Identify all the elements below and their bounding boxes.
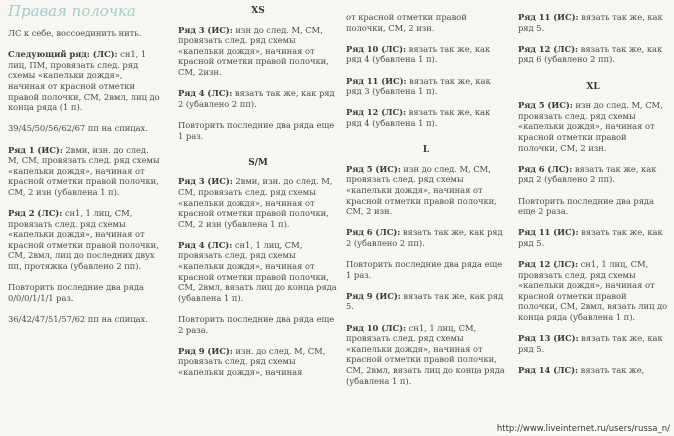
instruction-paragraph: Повторить последние два ряда еще 1 раз. xyxy=(346,259,503,280)
instruction-paragraph: Ряд 4 (ЛС): сн1, 1 лиц, СМ, провязать след. ряд схемы «капельки дождя», начиная от красной отметки правой полочки, СМ, 2вмл, вязать лиц до конца ряда (убавлена 1 п). xyxy=(178,239,337,303)
watermark-url[interactable]: http://www.liveinternet.ru/users/russa_n/ xyxy=(496,424,670,434)
size-heading-sm: S/M xyxy=(248,157,268,168)
column-1 xyxy=(8,0,160,335)
instruction-paragraph: Ряд 6 (ЛС): вязать так же, как ряд 2 (убавлено 2 пп). xyxy=(518,163,657,185)
xs-paragraphs xyxy=(178,25,338,142)
instruction-paragraph: от красной отметки правой полочки, СМ, 2 изн. xyxy=(346,12,467,33)
instruction-paragraph: Ряд 1 (ИС): 2вми, изн. до след. М, СМ, провязать след. ряд схемы «капельки дождя», начиная от красной отметки правой полочки, СМ, 2 изн (убавлена 1 п). xyxy=(8,144,160,197)
instruction-paragraph: Ряд 11 (ИС): вязать так же, как ряд 3 (убавлена 1 п). xyxy=(346,75,491,97)
instruction-paragraph: Ряд 3 (ИС): 2вми, изн. до след. М, СМ, провязать след. ряд схемы «капельки дождя», начиная от красной отметки правой полочки, СМ, 2 изн (убавлена 1 п). xyxy=(178,176,333,229)
instruction-paragraph: Ряд 2 (ЛС): сн1, 1 лиц, СМ, провязать след. ряд схемы «капельки дождя», начиная от красной отметки правой полочки, СМ, 2вмл, лиц до последних двух пп, протяжка (убавлено 2 пп). xyxy=(8,208,159,272)
size-heading-xs: XS xyxy=(251,6,265,16)
col3-top-paragraphs xyxy=(346,12,506,129)
column-4 xyxy=(518,0,668,386)
instruction-paragraph: Следующий ряд: (ЛС): сн1, 1 лиц, ПМ, провязать след. ряд схемы «капельки дождя», начиная от красной отметки правой полочки, СМ, 2вмл, лиц до конца ряда (1 п). xyxy=(8,49,160,113)
instruction-paragraph: Ряд 5 (ИС): изн до след. М, СМ, провязать след. ряд схемы «капельки дождя», начиная от красной отметки правой полочки, СМ, 2 изн. xyxy=(346,163,497,217)
xl-paragraphs xyxy=(518,100,668,375)
instruction-paragraph: Ряд 11 (ИС): вязать так же, как ряд 5. xyxy=(518,12,663,33)
size-heading-xl: XL xyxy=(586,81,600,92)
instruction-paragraph: Ряд 14 (ЛС): вязать так же, xyxy=(518,365,645,375)
instruction-paragraph: Повторить последние два ряда еще 2 раза. xyxy=(518,195,654,217)
column-2 xyxy=(178,0,338,388)
instruction-paragraph: Ряд 11 (ИС): вязать так же, как ряд 5. xyxy=(518,227,663,248)
page-title: Правая полочка xyxy=(8,2,136,20)
instruction-paragraph: Ряд 10 (ЛС): вязать так же, как ряд 4 (убавлена 1 п). xyxy=(346,43,491,65)
instruction-paragraph: Ряд 9 (ИС): изн. до след. М, СМ, провязать след. ряд схемы «капельки дождя», начиная xyxy=(178,345,326,377)
instruction-paragraph: 36/42/47/51/57/62 пп на спицах. xyxy=(8,314,148,325)
instruction-paragraph: Повторить последние два ряда еще 2 раза. xyxy=(178,314,335,335)
column-3 xyxy=(346,0,506,397)
col4-top-paragraphs xyxy=(518,12,668,65)
instruction-paragraph: ЛС к себе, воссоединить нить. xyxy=(8,28,142,38)
instruction-paragraph: Повторить последние два ряда еще 1 раз. xyxy=(178,119,335,141)
instruction-paragraph: 39/45/50/56/62/67 пп на спицах. xyxy=(8,123,148,134)
instruction-paragraph: Ряд 12 (ЛС): сн1, 1 лиц, СМ, провязать след. ряд схемы «капельки дождя», начиная от красной отметки правой полочки, СМ, 2вмл, вязать лиц до конца ряда (убавлена 1 п). xyxy=(518,259,668,323)
instruction-paragraph: Ряд 12 (ЛС): вязать так же, как ряд 4 (убавлена 1 п). xyxy=(346,107,491,128)
instruction-paragraph: Ряд 6 (ЛС): вязать так же, как ряд 2 (убавлено 2 пп). xyxy=(346,227,503,248)
instruction-paragraph: Ряд 10 (ЛС): сн1, 1 лиц, СМ, провязать след. ряд схемы «капельки дождя», начиная от красной отметки правой полочки, СМ, 2вмл, вязать лиц до конца ряда (убавлена 1 п). xyxy=(346,322,505,386)
sm-paragraphs xyxy=(178,176,338,377)
instruction-paragraph: Ряд 5 (ИС): изн до след. М, СМ, провязать след. ряд схемы «капельки дождя», начиная от красной отметки правой полочки, СМ, 2 изн. xyxy=(518,100,663,153)
instruction-paragraph: Повторить последние два ряда 0/0/0/1/1/1 раз. xyxy=(8,282,144,303)
instruction-paragraph: Ряд 3 (ИС): изн до след. М, СМ, провязать след. ряд схемы «капельки дождя», начиная от красной отметки правой полочки, СМ, 2изн. xyxy=(178,24,329,77)
instruction-paragraph: Ряд 4 (ЛС): вязать так же, как ряд 2 (убавлено 2 пп). xyxy=(178,88,335,109)
size-heading-l: L xyxy=(422,145,430,156)
instruction-paragraph: Ряд 9 (ИС): вязать так же, как ряд 5. xyxy=(346,290,504,312)
instruction-paragraph: Ряд 13 (ИС): вязать так же, как ряд 5. xyxy=(518,333,663,354)
instruction-paragraph: Ряд 12 (ЛС): вязать так же, как ряд 6 (убавлено 2 пп). xyxy=(518,43,663,65)
l-paragraphs xyxy=(346,164,506,386)
col1-paragraphs xyxy=(8,28,160,325)
